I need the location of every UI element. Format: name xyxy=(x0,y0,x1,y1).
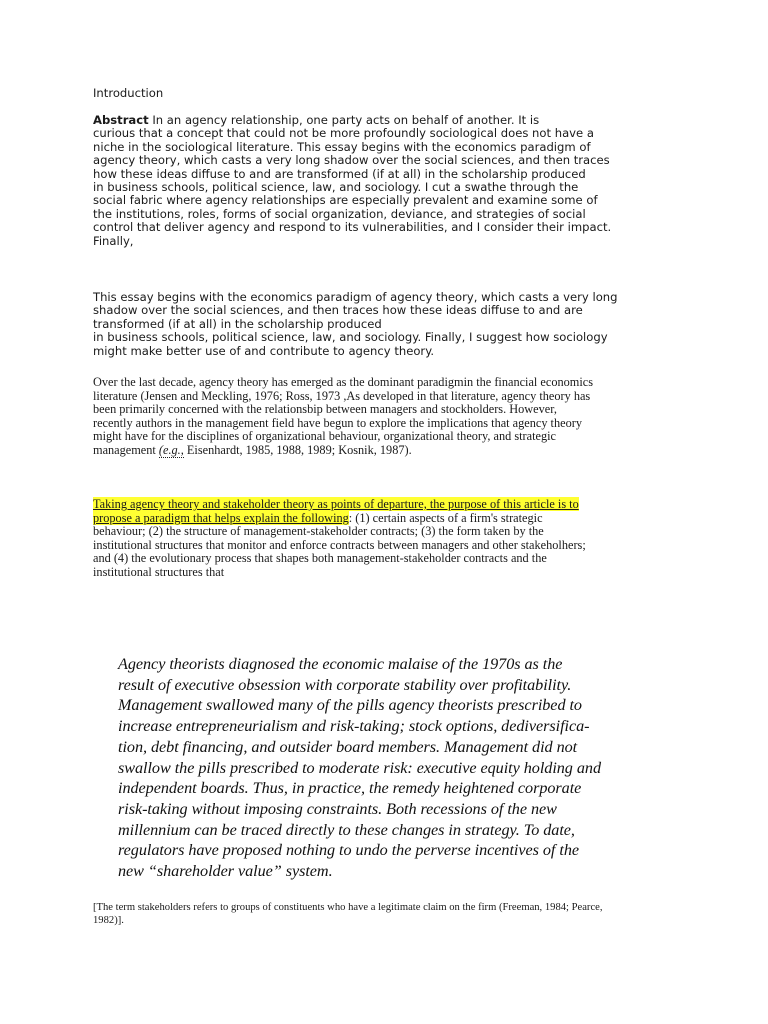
quote-line: result of executive obsession with corporate stability over profitability. xyxy=(118,675,572,694)
quote-line: risk-taking without imposing constraints. Both recessions of the new xyxy=(118,799,557,818)
abstract-paragraph xyxy=(93,114,611,248)
taking-line xyxy=(93,498,586,512)
essay-line: transformed (if at all) in the scholarship produced xyxy=(93,316,382,331)
introduction-heading xyxy=(93,87,163,100)
taking-line: behaviour; (2) the structure of management-stakeholder contracts; (3) the form taken by the xyxy=(93,524,544,539)
decade-last-prefix: management xyxy=(93,442,159,457)
essay-line: This essay begins with the economics paradigm of agency theory, which casts a very long xyxy=(93,290,618,304)
taking-line: and (4) the evolutionary process that shapes both management-stakeholder contracts and the xyxy=(93,551,547,566)
footnote xyxy=(93,902,603,927)
quote-line: tion, debt financing, and outsider board members. Management did not xyxy=(118,737,578,756)
abstract-line: curious that a concept that could not be more profoundly sociological does not have a xyxy=(93,126,594,141)
decade-line: Over the last decade, agency theory has emerged as the dominant paradigmin the financial economics xyxy=(93,375,593,389)
abstract-line: social fabric where agency relationships are especially prevalent and examine some of xyxy=(93,193,598,208)
highlighted-text: Taking agency theory and stakeholder theory as points of departure, the purpose of this article is to xyxy=(93,497,579,511)
abstract-line xyxy=(93,114,611,127)
abstract-line: control that deliver agency and respond to its vulnerabilities, and I consider their impact. xyxy=(93,220,612,235)
quote-line: Agency theorists diagnosed the economic malaise of the 1970s as the xyxy=(118,655,563,673)
decade-line: been primarily concerned with the relationsbip between managers and stockholders. However, xyxy=(93,402,557,417)
heading-text: Introduction xyxy=(93,86,164,100)
quote-line: new “shareholder value” system. xyxy=(118,862,333,881)
abstract-line: agency theory, which casts a very long shadow over the social sciences, and then traces xyxy=(93,153,610,168)
quote-line: regulators have proposed nothing to undo the perverse incentives of the xyxy=(118,841,580,860)
decade-line xyxy=(93,444,593,458)
taking-line: institutional structures that monitor and enforce contracts between managers and other stakeholhers; xyxy=(93,537,586,552)
essay-paragraph xyxy=(93,291,618,358)
taking-line-rest: : (1) certain aspects of a firm's strategic xyxy=(348,510,543,525)
abstract-line: how these ideas diffuse to and are transformed (if at all) in the scholarship produced xyxy=(93,166,586,181)
abstract-line: the institutions, roles, forms of social organization, deviance, and strategies of social xyxy=(93,206,586,221)
taking-line xyxy=(93,512,586,526)
essay-line: in business schools, political science, law, and sociology. Finally, I suggest how sociology xyxy=(93,330,608,345)
footnote-line: 1982)]. xyxy=(93,914,124,926)
abstract-line-text: In an agency relationship, one party acts on behalf of another. It is xyxy=(148,113,540,127)
decade-line: recently authors in the management field have begun to explore the implications that agency theory xyxy=(93,415,582,430)
quote-line: independent boards. Thus, in practice, the remedy heightened corporate xyxy=(118,779,582,798)
block-quote-scan xyxy=(118,654,601,882)
highlighted-text: propose a paradigm that helps explain the following xyxy=(93,510,349,525)
decade-paragraph xyxy=(93,376,593,458)
abstract-line: in business schools, political science, law, and sociology. I cut a swathe through the xyxy=(93,180,579,195)
quote-line: increase entrepreneurialism and risk-taking; stock options, dediversifica- xyxy=(118,717,590,736)
essay-line: might make better use of and contribute to agency theory. xyxy=(93,343,435,358)
decade-line: might have for the disciplines of organizational behaviour, organizational theory, and strategic xyxy=(93,429,557,444)
quote-line: millennium can be traced directly to these changes in strategy. To date, xyxy=(118,820,575,839)
essay-line: shadow over the social sciences, and then traces how these ideas diffuse to and are xyxy=(93,303,583,318)
footnote-line: [The term stakeholders refers to groups of constituents who have a legitimate claim on the firm (Freeman, 1984; Pearce, xyxy=(93,902,603,913)
abstract-label: Abstract xyxy=(93,113,149,127)
abstract-line: niche in the sociological literature. This essay begins with the economics paradigm of xyxy=(93,139,591,154)
eg-abbreviation: (e.g., xyxy=(158,442,184,457)
taking-line: institutional structures that xyxy=(93,564,225,579)
taking-paragraph xyxy=(93,498,586,580)
abstract-line: Finally, xyxy=(93,233,134,248)
quote-line: swallow the pills prescribed to moderate risk: executive equity holding and xyxy=(118,758,601,777)
decade-line: literature (Jensen and Meckling, 1976; Ross, 1973 ,As developed in that literature, agency theory has xyxy=(93,388,591,403)
quote-line: Management swallowed many of the pills agency theorists prescribed to xyxy=(118,696,582,715)
decade-last-suffix: Eisenhardt, 1985, 1988, 1989; Kosnik, 1987). xyxy=(183,442,412,457)
